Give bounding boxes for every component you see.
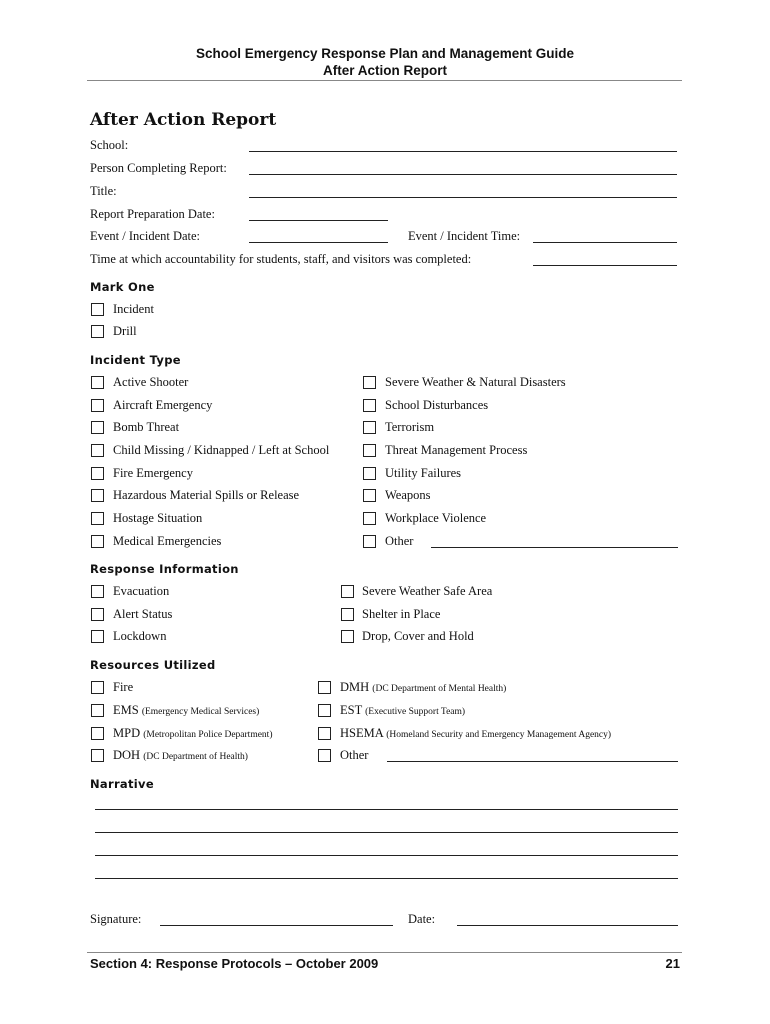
resource-checkbox[interactable] [318,704,331,717]
drill-label: Drill [113,324,137,338]
footer-rule [87,952,682,953]
incident-type-other-checkbox[interactable] [363,535,376,548]
resource-label [113,703,259,718]
title-input[interactable] [249,197,677,198]
incident-type-label: Bomb Threat [113,420,180,434]
title-label: Title: [90,184,117,198]
incident-type-checkbox[interactable] [363,489,376,502]
accountability-label: Time at which accountability for students, staff, and visitors was completed: [90,252,472,266]
resource-name: Other [340,748,369,762]
header-rule [87,80,682,81]
response-checkbox[interactable] [91,608,104,621]
event-time-input[interactable] [533,242,677,243]
incident-type-checkbox[interactable] [363,444,376,457]
response-label: Drop, Cover and Hold [362,629,474,643]
response-label: Evacuation [113,584,170,598]
incident-label: Incident [113,302,154,316]
incident-type-checkbox[interactable] [91,512,104,525]
incident-type-label: Active Shooter [113,375,189,389]
resource-label [340,703,465,718]
response-label: Alert Status [113,607,173,621]
signature-date-label: Date: [408,912,436,926]
response-label: Severe Weather Safe Area [362,584,493,598]
response-checkbox[interactable] [91,630,104,643]
person-label: Person Completing Report: [90,161,227,175]
resource-note: (DC Department of Mental Health) [372,684,507,694]
document-header-title: School Emergency Response Plan and Management Guide [195,46,575,61]
incident-type-checkbox[interactable] [363,467,376,480]
incident-checkbox[interactable] [91,303,104,316]
school-label: School: [90,138,129,152]
incident-type-label: Severe Weather & Natural Disasters [385,375,566,389]
prep-date-label: Report Preparation Date: [90,207,215,221]
narrative-line[interactable] [95,878,678,879]
incident-type-heading: Incident Type [90,353,181,367]
signature-date-input[interactable] [457,925,678,926]
school-input[interactable] [249,151,677,152]
resource-checkbox[interactable] [91,749,104,762]
resources-heading: Resources Utilized [90,658,216,672]
prep-date-input[interactable] [249,220,388,221]
document-header-subtitle: After Action Report [323,63,447,78]
incident-type-checkbox[interactable] [91,399,104,412]
incident-type-checkbox[interactable] [363,376,376,389]
resource-name: EMS [113,703,139,717]
signature-label: Signature: [90,912,142,926]
incident-type-checkbox[interactable] [363,399,376,412]
response-info-heading: Response Information [90,562,239,576]
incident-type-label: Hostage Situation [113,511,203,525]
incident-type-checkbox[interactable] [91,444,104,457]
incident-type-label: Utility Failures [385,466,462,480]
incident-type-checkbox[interactable] [91,376,104,389]
incident-type-label: Child Missing / Kidnapped / Left at School [113,443,330,457]
incident-type-label: Fire Emergency [113,466,193,480]
incident-type-other-input[interactable] [431,547,678,548]
resource-note: (Homeland Security and Emergency Management Agency) [386,730,612,740]
resource-checkbox[interactable] [91,681,104,694]
resource-note: (DC Department of Health) [143,752,248,762]
incident-type-checkbox[interactable] [91,489,104,502]
incident-type-label: School Disturbances [385,398,489,412]
resource-label [340,680,506,695]
resource-name: HSEMA [340,726,384,740]
person-input[interactable] [249,174,677,175]
narrative-line[interactable] [95,809,678,810]
incident-type-checkbox[interactable] [363,512,376,525]
resource-name: MPD [113,726,141,740]
resource-checkbox[interactable] [318,681,331,694]
narrative-heading: Narrative [90,777,154,791]
resource-note: (Metropolitan Police Department) [143,730,273,740]
resource-label [340,726,611,741]
response-checkbox[interactable] [341,585,354,598]
accountability-input[interactable] [533,265,677,266]
signature-input[interactable] [160,925,393,926]
resource-checkbox[interactable] [318,727,331,740]
incident-type-label: Terrorism [385,420,435,434]
resource-other-checkbox[interactable] [318,749,331,762]
mark-one-heading: Mark One [90,280,155,294]
page-number: 21 [665,956,680,971]
response-label: Shelter in Place [362,607,441,621]
incident-type-label: Threat Management Process [385,443,528,457]
resource-note: (Executive Support Team) [365,707,466,717]
incident-type-label: Aircraft Emergency [113,398,213,412]
resource-other-label [340,748,368,763]
incident-type-label: Medical Emergencies [113,534,222,548]
form-title: After Action Report [90,110,277,130]
incident-type-checkbox[interactable] [91,535,104,548]
resource-name: DOH [113,748,141,762]
narrative-line[interactable] [95,855,678,856]
event-time-label: Event / Incident Time: [408,229,521,243]
resource-label [113,726,273,741]
resource-label [113,748,248,763]
resource-note: (Emergency Medical Services) [141,707,260,717]
incident-type-checkbox[interactable] [363,421,376,434]
resource-label [113,680,133,695]
incident-type-label: Workplace Violence [385,511,487,525]
resource-checkbox[interactable] [91,727,104,740]
event-date-label: Event / Incident Date: [90,229,201,243]
footer-section: Section 4: Response Protocols – October 2009 [90,956,379,971]
incident-type-other-label: Other [385,534,414,548]
incident-type-label: Weapons [385,488,431,502]
drill-checkbox[interactable] [91,325,104,338]
resource-other-input[interactable] [387,761,678,762]
resource-name: EST [340,703,362,717]
response-checkbox[interactable] [91,585,104,598]
resource-checkbox[interactable] [91,704,104,717]
event-date-input[interactable] [249,242,388,243]
incident-type-label: Hazardous Material Spills or Release [113,488,300,502]
incident-type-checkbox[interactable] [91,467,104,480]
response-checkbox[interactable] [341,630,354,643]
response-checkbox[interactable] [341,608,354,621]
resource-name: Fire [113,680,134,694]
narrative-line[interactable] [95,832,678,833]
resource-name: DMH [340,680,370,694]
incident-type-checkbox[interactable] [91,421,104,434]
response-label: Lockdown [113,629,167,643]
